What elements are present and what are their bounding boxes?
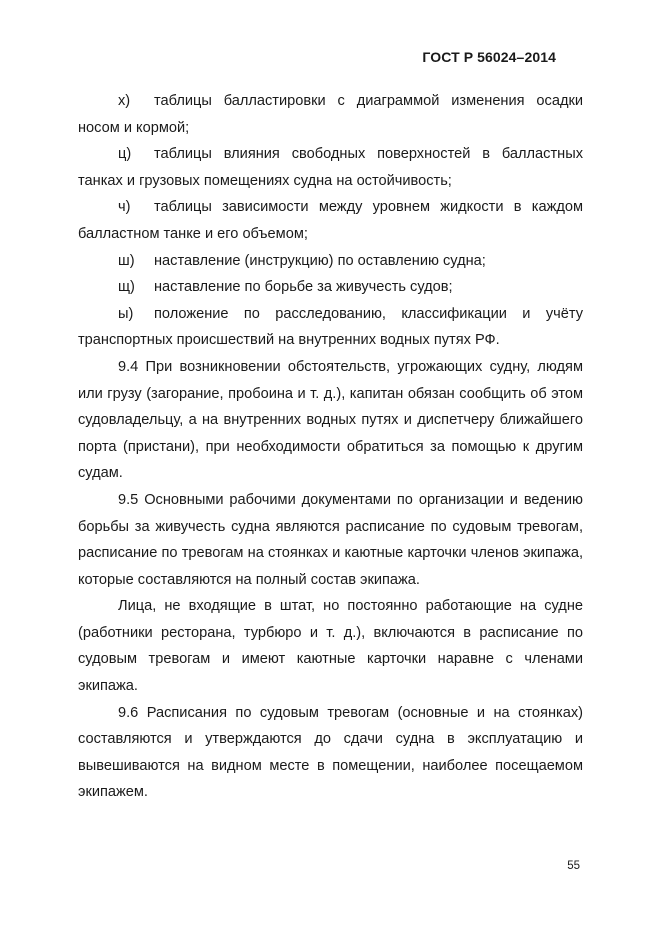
list-marker: х) <box>118 93 131 109</box>
list-item <box>78 248 583 275</box>
list-marker: ы) <box>118 305 134 322</box>
list-item <box>78 141 583 194</box>
list-item-text: таблицы зависимости между уровнем жидкости в каждом балластном танке и его объемом; <box>78 199 583 242</box>
list-item <box>78 194 583 247</box>
paragraph-9-5: 9.5 Основными рабочими документами по организации и ведению борьбы за живучесть судна являются расписание по судовым тревогам, расписание по тревогам на стоянках и каютные карточки членов экипажа, которые составляются на полный состав экипажа. <box>78 491 583 588</box>
document-body <box>78 88 583 806</box>
paragraph-non-staff: Лица, не входящие в штат, но постоянно работающие на судне (работники ресторана, турбюро и т. д.), включаются в расписание по судовым тревогам и имеют каютные карточки наравне с членами экипажа. <box>78 598 583 695</box>
list-marker: ц) <box>118 146 132 163</box>
page-number: 55 <box>567 860 580 872</box>
paragraph-9-4: 9.4 При возникновении обстоятельств, угрожающих судну, людям или грузу (загорание, пробоина и т. д.), капитан обязан сообщить об этом судовладельцу, а на внутренних водных путях и диспетчеру ближайшего порта (пристани), при необходимости обратиться за помощью к другим судам. <box>78 358 583 482</box>
list-item <box>78 274 583 301</box>
list-item-text: наставление по борьбе за живучесть судов; <box>154 279 453 296</box>
list-marker: ш) <box>118 252 135 269</box>
list-item-text: таблицы влияния свободных поверхностей в балластных танках и грузовых помещениях судна на остойчивость; <box>78 146 583 189</box>
list-marker: щ) <box>118 279 135 296</box>
document-header: ГОСТ Р 56024–2014 <box>422 49 556 65</box>
list-item-text: таблицы балластировки с диаграммой изменения осадки носом и кормой; <box>78 93 583 136</box>
list-item <box>78 88 583 141</box>
list-item <box>78 301 583 354</box>
list-marker: ч) <box>118 199 131 216</box>
list-item-text: положение по расследованию, классификации и учёту транспортных происшествий на внутренних водных путях РФ. <box>78 305 583 349</box>
paragraph-9-6: 9.6 Расписания по судовым тревогам (основные и на стоянках) составляются и утверждаются до сдачи судна в эксплуатацию и вывешиваются на видном месте в помещении, наиболее посещаемом экипажем. <box>78 704 583 801</box>
list-item-text: наставление (инструкцию) по оставлению судна; <box>154 252 486 269</box>
